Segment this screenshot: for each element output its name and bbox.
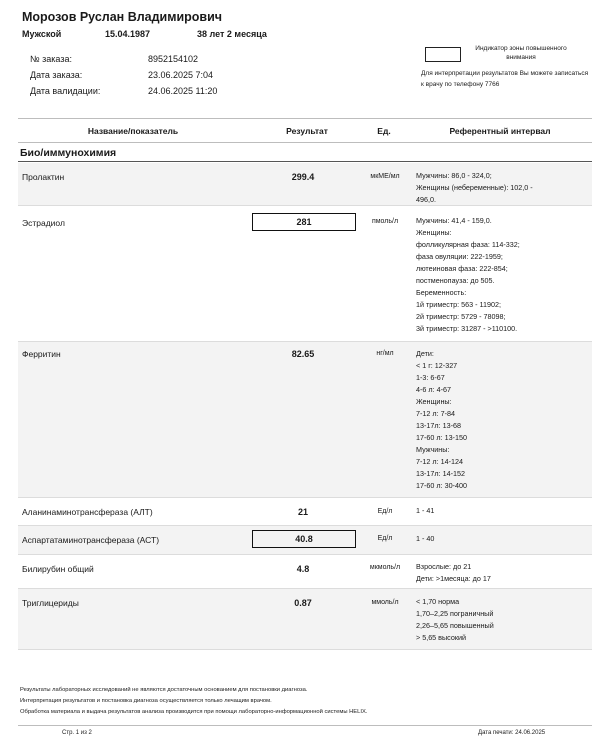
interpretation-notice: Для интерпретации результатов Вы можете записаться к врачу по телефону 7766 — [421, 70, 589, 88]
reference-line: Взрослые: до 21 — [416, 562, 472, 571]
reference-line: 17-60 л: 30-400 — [416, 481, 467, 490]
reference-line: лютеиновая фаза: 222-854; — [416, 264, 508, 273]
reference-line: < 1 г: 12-327 — [416, 361, 458, 370]
row-separator — [18, 649, 592, 650]
reference-interval-ferritin — [416, 348, 467, 492]
reference-line: 496,0. — [416, 195, 436, 204]
test-name-estradiol: Эстрадиол — [22, 218, 65, 228]
reference-line: 13-17л: 13-68 — [416, 421, 461, 430]
reference-interval-alt — [416, 505, 434, 517]
reference-line: 1,70–2,25 пограничный — [416, 609, 494, 618]
reference-line: Мужчины: 41,4 - 159,0. — [416, 216, 492, 225]
reference-line: 1 - 41 — [416, 506, 435, 515]
test-result-triglycerides: 0.87 — [294, 598, 312, 608]
test-result-prolactin: 299.4 — [291, 172, 315, 182]
test-unit-ast: Ед/л — [377, 535, 393, 542]
reference-interval-prolactin — [416, 170, 533, 206]
attention-indicator-box — [425, 47, 461, 62]
test-result-bilirubin: 4.8 — [296, 564, 310, 574]
reference-line: постменопауза: до 505. — [416, 276, 495, 285]
reference-line: Женщины: — [416, 228, 452, 237]
reference-line: 2,26–5,65 повышенный — [416, 621, 494, 630]
reference-line: 1й триместр: 563 - 11902; — [416, 300, 501, 309]
reference-line: Женщины: — [416, 397, 452, 406]
reference-line: Дети: — [416, 349, 434, 358]
reference-line: фаза овуляции: 222-1959; — [416, 252, 503, 261]
row-background-ferritin — [18, 342, 592, 497]
reference-line: 7-12 л: 14-124 — [416, 457, 463, 466]
reference-line: Мужчины: 86,0 - 324,0; — [416, 171, 492, 180]
reference-interval-bilirubin — [416, 561, 491, 585]
reference-line: Беременность: — [416, 288, 467, 297]
order-number-value: 8952154102 — [148, 54, 199, 64]
patient-birth-date: 15.04.1987 — [105, 29, 151, 39]
reference-interval-estradiol — [416, 215, 520, 335]
test-unit-alt: Ед/л — [377, 508, 393, 515]
test-name-ast: Аспартатаминотрансфераза (АСТ) — [22, 535, 160, 545]
order-date-label: Дата заказа: — [30, 70, 83, 80]
validation-date-label: Дата валидации: — [30, 86, 101, 96]
test-name-bilirubin: Билирубин общий — [22, 564, 94, 574]
test-name-ferritin: Ферритин — [22, 349, 61, 359]
reference-line: фолликулярная фаза: 114-332; — [416, 240, 520, 249]
reference-line: 1 - 40 — [416, 534, 435, 543]
reference-interval-triglycerides — [416, 596, 494, 644]
patient-sex: Мужской — [22, 29, 62, 39]
disclaimer-line: Результаты лабораторных исследований не являются достаточным основанием для постановки диагноза. — [20, 687, 308, 693]
test-unit-triglycerides: ммоль/л — [371, 599, 399, 606]
reference-line: Дети: >1месяца: до 17 — [416, 574, 491, 583]
test-unit-ferritin: нг/мл — [376, 350, 394, 357]
reference-line: Женщины (небеременные): 102,0 - — [416, 183, 533, 192]
disclaimer-notes — [20, 685, 367, 718]
test-name-triglycerides: Триглицериды — [22, 598, 79, 608]
test-unit-bilirubin: мкмоль/л — [369, 564, 401, 571]
reference-line: 13-17л: 14-152 — [416, 469, 465, 478]
patient-name: Морозов Руслан Владимирович — [22, 10, 223, 24]
reference-line: Мужчины: — [416, 445, 450, 454]
test-name-prolactin: Пролактин — [22, 172, 65, 182]
test-result-ast-flagged: 40.8 — [252, 530, 356, 548]
disclaimer-line: Обработка материала и выдача результатов анализа производится при помощи лабораторно-информационной системы HELIX. — [20, 709, 368, 715]
footer-divider — [18, 725, 592, 726]
test-result-estradiol-flagged: 281 — [252, 213, 356, 231]
reference-line: 3й триместр: 31287 - >110100. — [416, 324, 518, 333]
order-date-value: 23.06.2025 7:04 — [148, 70, 214, 80]
attention-indicator-text: Индикатор зоны повышенного внимания — [475, 45, 567, 61]
reference-line: 7-12 л: 7-84 — [416, 409, 455, 418]
validation-date-value: 24.06.2025 11:20 — [148, 86, 218, 96]
reference-line: > 5,65 высокий — [416, 633, 467, 642]
reference-line: 2й триместр: 5729 - 78098; — [416, 312, 506, 321]
test-unit-estradiol: пмоль/л — [371, 218, 399, 225]
column-name-header: Название/показатель — [87, 126, 179, 136]
header-bottom-divider — [18, 142, 592, 143]
test-unit-prolactin: мкМЕ/мл — [370, 173, 400, 180]
reference-line: < 1,70 норма — [416, 597, 460, 606]
header-top-divider — [18, 118, 592, 119]
column-reference-header: Референтный интервал — [449, 126, 551, 136]
test-name-alt: Аланинаминотрансфераза (АЛТ) — [22, 507, 153, 517]
row-separator — [18, 554, 592, 555]
patient-age: 38 лет 2 месяца — [197, 29, 267, 39]
reference-line: 1-3: 6-67 — [416, 373, 445, 382]
section-title: Био/иммунохимия — [20, 147, 117, 159]
disclaimer-line: Интерпретация результатов и постановка диагноза осуществляется только лечащим врачом. — [20, 698, 272, 704]
page-number: Стр. 1 из 2 — [62, 730, 92, 736]
print-date: Дата печати: 24.06.2025 — [478, 730, 546, 736]
reference-line: 17-60 л: 13-150 — [416, 433, 467, 442]
reference-interval-ast — [416, 533, 434, 545]
row-separator — [18, 497, 592, 498]
order-number-label: № заказа: — [30, 54, 72, 64]
section-divider — [18, 161, 592, 162]
test-result-alt: 21 — [297, 507, 308, 517]
column-unit-header: Ед. — [377, 126, 391, 136]
column-result-header: Результат — [286, 126, 328, 136]
reference-line: 4-6 л: 4-67 — [416, 385, 451, 394]
test-result-ferritin: 82.65 — [291, 349, 315, 359]
